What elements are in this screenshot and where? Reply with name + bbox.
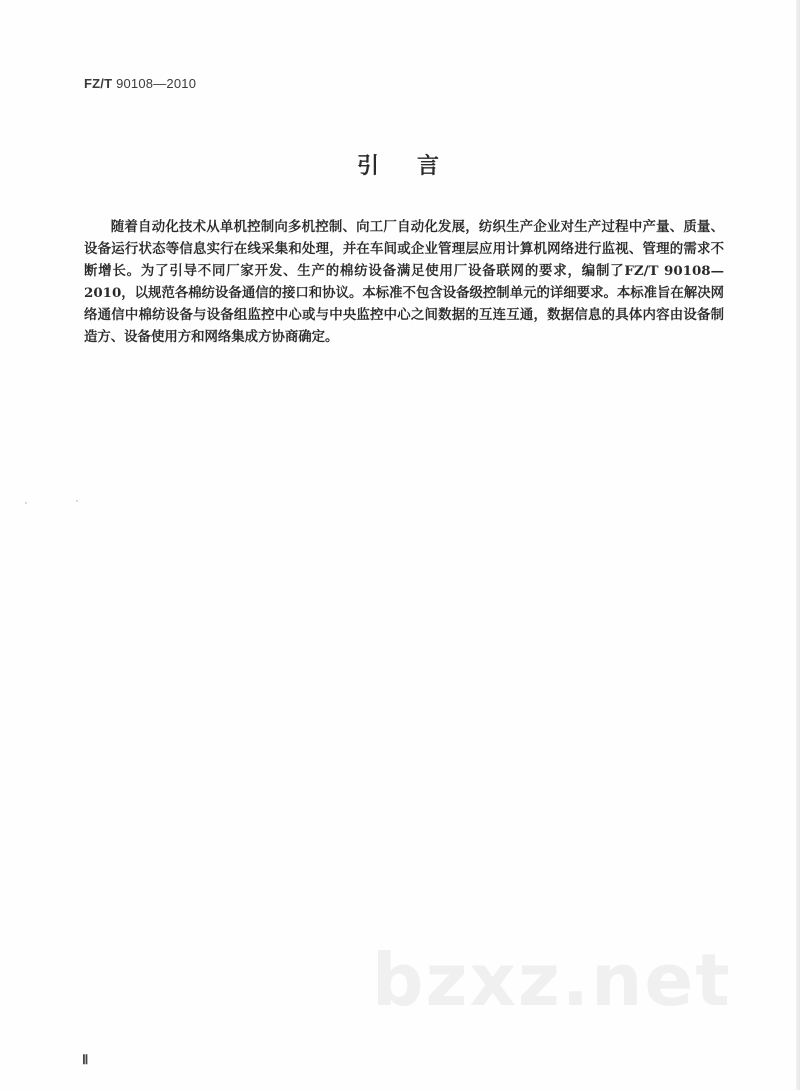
introduction-body <box>84 216 724 348</box>
scan-speck <box>76 500 78 502</box>
standard-number: 90108—2010 <box>116 76 197 91</box>
page-number: Ⅱ <box>82 1052 89 1067</box>
title-char-2: 言 <box>417 154 440 179</box>
introduction-paragraph: 随着自动化技术从单机控制向多机控制、向工厂自动化发展，纺织生产企业对生产过程中产量、质量、设备运行状态等信息实行在线采集和处理，并在车间或企业管理层应用计算机网络进行监视、管理的需求不断增长。为了引导不同厂家开发、生产的棉纺设备满足使用厂设备联网的要求，编制了FZ/T 90108—2010，以规范各棉纺设备通信的接口和协议。本标准不包含设备级控制单元的详细要求。本标准旨在解决网络通信中棉纺设备与设备组监控中心或与中央监控中心之间数据的互连互通，数据信息的具体内容由设备制造方、设备使用方和网络集成方协商确定。 <box>84 219 724 345</box>
scan-speck <box>25 502 27 504</box>
title-char-1: 引 <box>356 154 379 179</box>
watermark: bzxz.net <box>372 938 732 1022</box>
standard-code-header <box>84 76 196 91</box>
standard-prefix: FZ/T <box>84 76 113 91</box>
section-title <box>0 149 796 180</box>
page-edge-shadow <box>796 0 800 1090</box>
